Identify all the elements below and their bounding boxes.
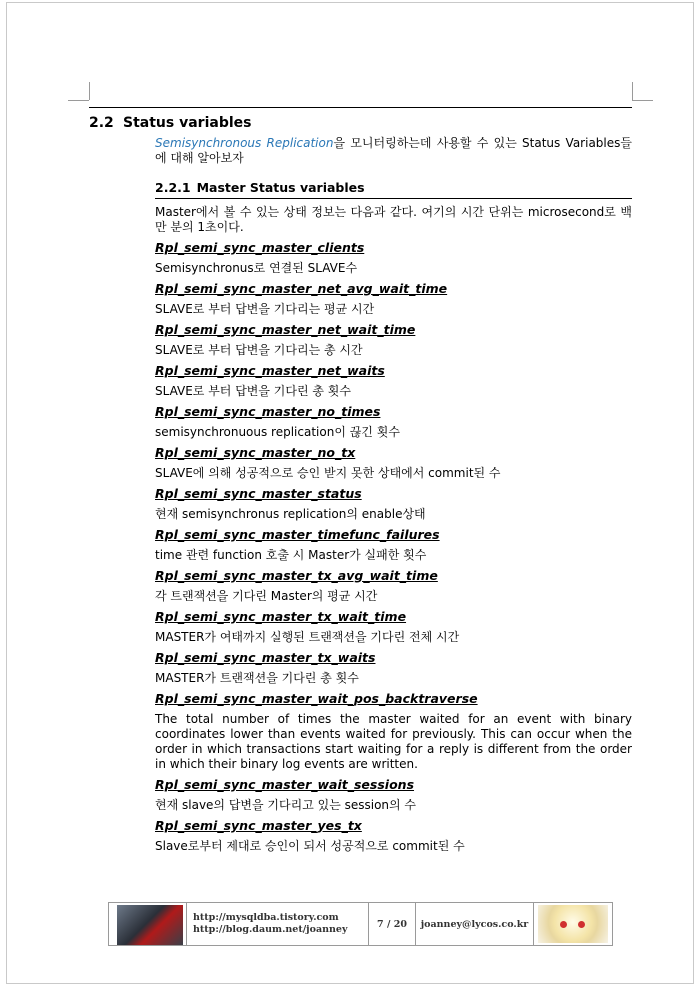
variable-entry (155, 281, 632, 317)
variable-entry (155, 777, 632, 813)
variable-name: Rpl_semi_sync_master_yes_tx (155, 818, 362, 833)
section-title: Status variables (123, 115, 252, 131)
variable-entry (155, 363, 632, 399)
subsection-description: Master에서 볼 수 있는 상태 정보는 다음과 같다. 여기의 시간 단위는 microsecond로 백만 분의 1초이다. (155, 205, 632, 234)
variable-name: Rpl_semi_sync_master_no_times (155, 404, 381, 419)
footer-avatar-right (534, 903, 612, 945)
crop-mark-top-left-horizontal (68, 100, 89, 101)
variable-entry (155, 568, 632, 604)
variable-entry (155, 527, 632, 563)
variable-name: Rpl_semi_sync_master_status (155, 486, 362, 501)
subsection-number: 2.2.1 (155, 180, 191, 195)
mascot-image (538, 905, 608, 943)
variable-description: 현재 semisynchronus replication의 enable상태 (155, 507, 426, 521)
variable-name: Rpl_semi_sync_master_wait_sessions (155, 777, 415, 792)
section-number: 2.2 (89, 115, 114, 131)
variable-entry (155, 650, 632, 686)
variable-name: Rpl_semi_sync_master_no_tx (155, 445, 356, 460)
variable-description: semisynchronuous replication이 끊긴 횟수 (155, 425, 400, 439)
footer-avatar-left (109, 903, 187, 945)
variable-description: The total number of times the master waited for an event with binary coordinates lower than events waited for previously. This can occur when the order in which transactions start waiting for a reply is different from the order in which their binary log events are written. (155, 712, 632, 771)
variable-name: Rpl_semi_sync_master_tx_waits (155, 650, 376, 665)
variable-name: Rpl_semi_sync_master_tx_wait_time (155, 609, 407, 624)
variable-entry (155, 404, 632, 440)
footer-urls (187, 903, 369, 945)
variable-description: Semisynchronus로 연결된 SLAVE수 (155, 261, 358, 275)
variable-description: SLAVE로 부터 답변을 기다린 총 횟수 (155, 384, 351, 398)
variable-entry (155, 486, 632, 522)
variable-entry (155, 445, 632, 481)
intro-text: 을 모니터링하는데 사용할 수 있는 Status Variables들에 대해 알아보자 (155, 136, 632, 165)
variable-name: Rpl_semi_sync_master_timefunc_failures (155, 527, 440, 542)
crop-mark-top-left-vertical (89, 82, 90, 100)
footer-url-2[interactable]: http://blog.daum.net/joanney (193, 924, 348, 935)
variable-description: SLAVE로 부터 답변을 기다리는 총 시간 (155, 343, 363, 357)
variable-entry (155, 609, 632, 645)
variable-entry (155, 691, 632, 772)
author-avatar-image (117, 905, 183, 945)
variable-name: Rpl_semi_sync_master_net_avg_wait_time (155, 281, 448, 296)
subsection-title: Master Status variables (196, 180, 365, 195)
footer-page-number: 7 / 20 (369, 903, 416, 945)
section-body (155, 136, 632, 854)
variable-name: Rpl_semi_sync_master_net_waits (155, 363, 385, 378)
variable-name: Rpl_semi_sync_master_wait_pos_backtraverse (155, 691, 478, 706)
footer-url-1[interactable]: http://mysqldba.tistory.com (193, 912, 339, 923)
variable-name: Rpl_semi_sync_master_net_wait_time (155, 322, 416, 337)
variable-entry (155, 322, 632, 358)
crop-mark-top-right-vertical (632, 82, 633, 100)
mascot-eye (560, 921, 567, 928)
variable-entry (155, 818, 632, 854)
variable-description: MASTER가 트랜잭션을 기다린 총 횟수 (155, 671, 359, 685)
subsection-heading (155, 180, 632, 199)
footer-email[interactable]: joanney@lycos.co.kr (416, 903, 534, 945)
mascot-eye (578, 921, 585, 928)
variable-description: time 관련 function 호출 시 Master가 실패한 횟수 (155, 548, 427, 562)
header-rule (89, 107, 632, 108)
page-footer (108, 902, 613, 946)
variable-description: Slave로부터 제대로 승인이 되서 성공적으로 commit된 수 (155, 839, 465, 853)
variable-name: Rpl_semi_sync_master_tx_avg_wait_time (155, 568, 438, 583)
variable-entry (155, 240, 632, 276)
variable-description: MASTER가 여태까지 실행된 트랜잭션을 기다린 전체 시간 (155, 630, 460, 644)
intro-paragraph (155, 136, 632, 166)
variable-name: Rpl_semi_sync_master_clients (155, 240, 365, 255)
variable-description: SLAVE에 의해 성공적으로 승인 받지 못한 상태에서 commit된 수 (155, 466, 501, 480)
section-heading (89, 113, 632, 133)
intro-link[interactable]: Semisynchronous Replication (155, 136, 334, 150)
variable-description: SLAVE로 부터 답변을 기다리는 평균 시간 (155, 302, 375, 316)
crop-mark-top-right-horizontal (632, 100, 653, 101)
page-content (89, 113, 632, 854)
variable-description: 현재 slave의 답변을 기다리고 있는 session의 수 (155, 798, 417, 812)
variable-description: 각 트랜잭션을 기다린 Master의 평균 시간 (155, 589, 378, 603)
